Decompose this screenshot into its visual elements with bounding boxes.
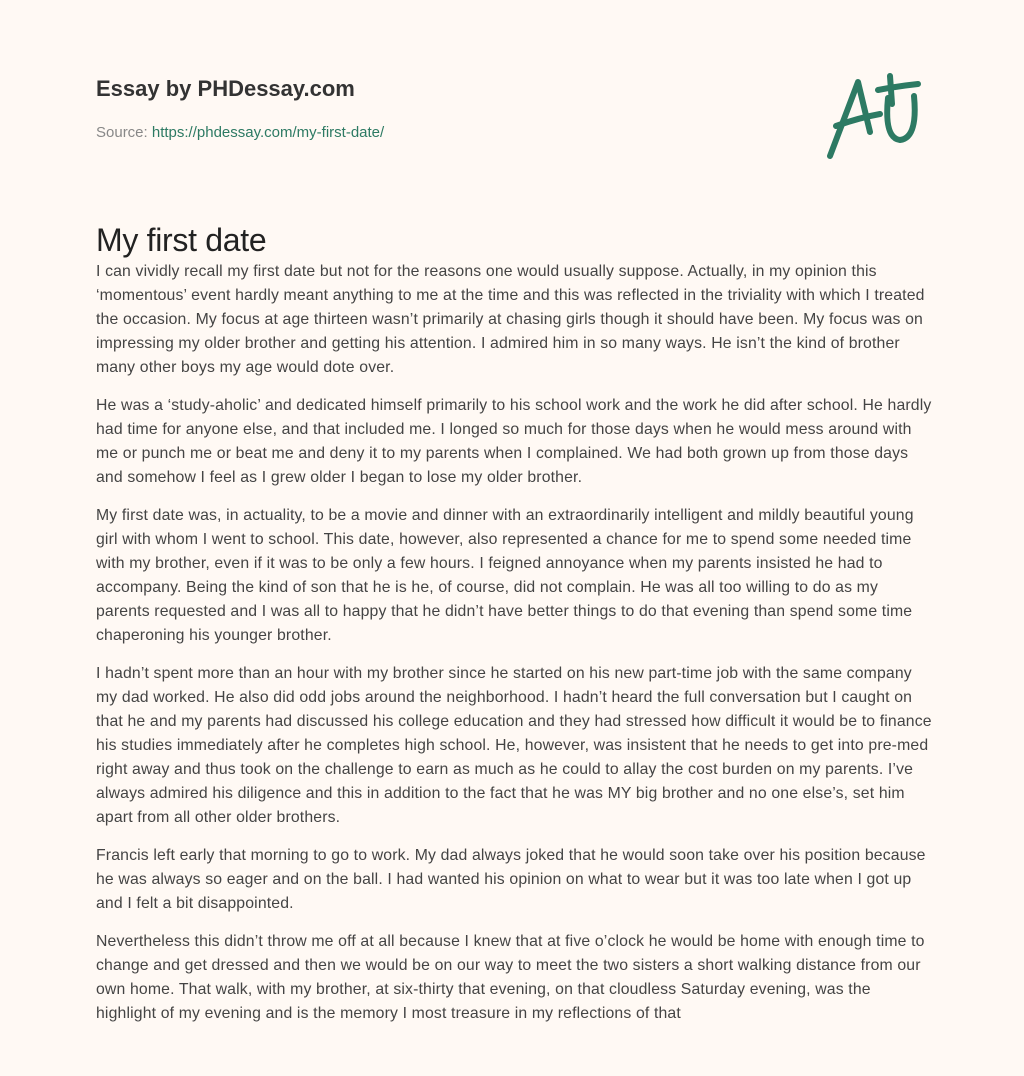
paragraph: Francis left early that morning to go to work. My dad always joked that he would soon take over his position because he was always so eager and on the ball. I had wanted his opinion on what to wear but it was too late when I got up and I felt a bit disappointed. [96,847,926,912]
source-link[interactable]: https://phdessay.com/my-first-date/ [151,124,385,141]
paragraph: He was a ‘study-aholic’ and dedicated himself primarily to his school work and the work he did after school. He hardly had time for anyone else, and that included me. I longed so much for those days when he would mess around with me or punch me or beat me and deny it to my parents when I complained. We had both grown up from those days and somehow I feel as I grew older I began to lose my older brother. [96,397,932,486]
source-label: Source: [96,124,148,141]
paragraph: Nevertheless this didn’t throw me off at all because I knew that at five o’clock he would be home with enough time to change and get dressed and then we would be on our way to meet the two sisters a short walking distance from our own home. That walk, with my brother, at six-thirty that evening, on that cloudless Saturday evening, was the highlight of my evening and is the memory I most treasure in my reflections of that [96,933,925,1022]
essay-body [96,260,932,1040]
site-title: Essay by PHDessay.com [96,76,355,101]
paragraph: I can vividly recall my first date but not for the reasons one would usually suppose. Actually, in my opinion this ‘momentous’ event hardly meant anything to me at the time and this was reflected in the triviality with which I treated the occasion. My focus at age thirteen wasn’t primarily at chasing girls though it should have been. My focus was on impressing my older brother and getting his attention. I admired him in so many ways. He isn’t the kind of brother many other boys my age would dote over. [96,263,925,376]
essay-title: My first date [96,222,267,258]
paragraph: I hadn’t spent more than an hour with my brother since he started on his new part-time job with the same company my dad worked. He also did odd jobs around the neighborhood. I hadn’t heard the full conversation but I caught on that he and my parents had discussed his college education and they had stressed how difficult it would be to finance his studies immediately after he completes high school. He, however, was insistent that he needs to get into pre-med right away and thus took on the challenge to earn as much as he could to allay the cost burden on my parents. I’ve always admired his diligence and this in addition to the fact that he was MY big brother and no one else’s, set him apart from all other older brothers. [96,665,932,826]
source-line [96,124,384,141]
a-plus-logo-icon [818,68,928,164]
paragraph: My first date was, in actuality, to be a movie and dinner with an extraordinarily intelligent and mildly beautiful young girl with whom I went to school. This date, however, also represented a chance for me to spend some needed time with my brother, even if it was to be only a few hours. I feigned annoyance when my parents insisted he had to accompany. Being the kind of son that he is he, of course, did not complain. He was all too willing to do as my parents requested and I was all to happy that he didn’t have better things to do that evening than spend some time chaperoning his younger brother. [96,507,914,644]
